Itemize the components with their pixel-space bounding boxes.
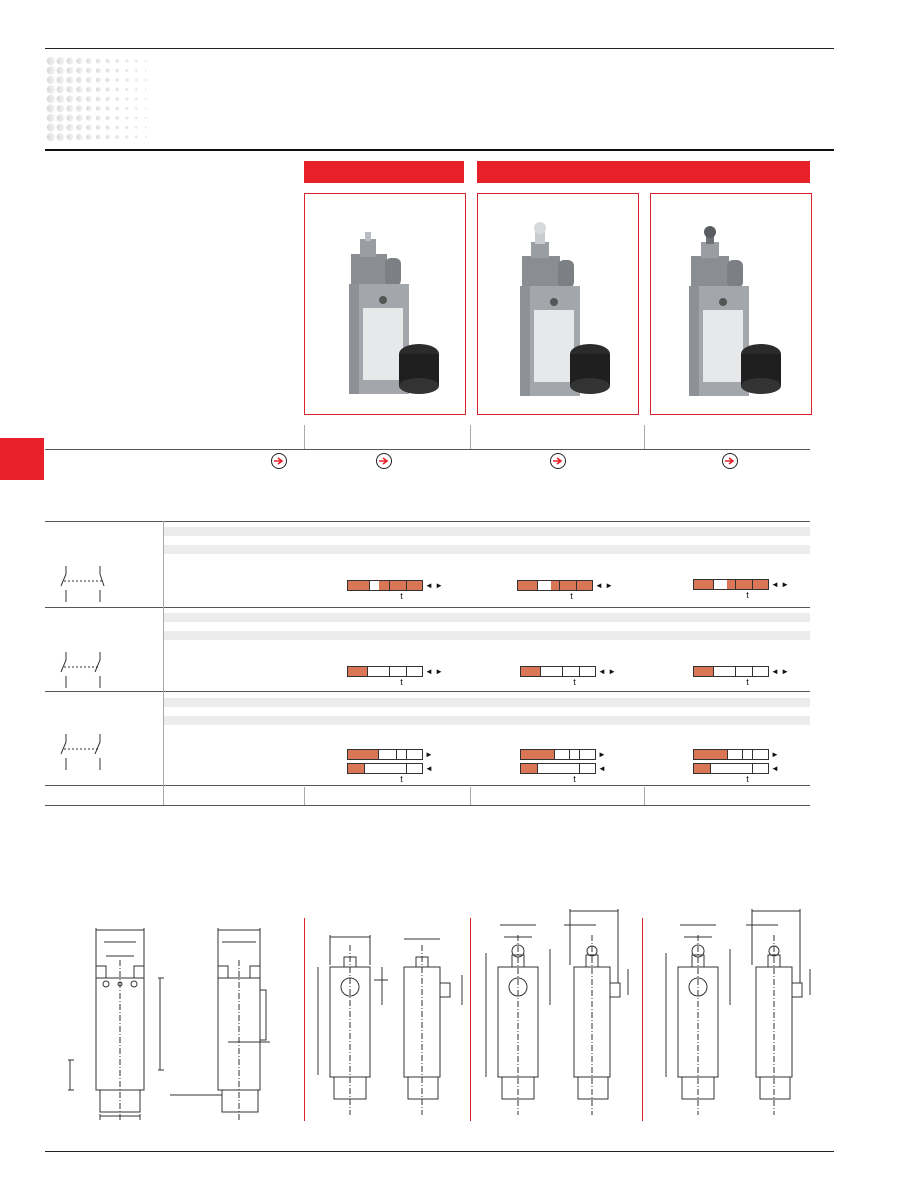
travel-tick <box>569 749 570 760</box>
header-dot <box>66 76 73 83</box>
header-dot <box>86 115 92 121</box>
header-dot <box>106 59 111 64</box>
travel-tick <box>559 580 560 591</box>
header-bottom-rule <box>45 149 834 151</box>
travel-label: t <box>746 677 749 687</box>
header-dot <box>106 68 111 73</box>
travel-fill <box>348 764 364 773</box>
header-dot <box>106 116 111 121</box>
header-dot <box>145 136 147 138</box>
product-photo-box <box>304 193 466 415</box>
header-dot <box>47 66 55 74</box>
header-dot <box>47 57 55 65</box>
travel-label: t <box>573 774 576 784</box>
header-dot <box>86 96 92 102</box>
travel-tick <box>752 666 753 677</box>
limit-switch-photo <box>651 194 811 414</box>
table-rule <box>45 521 810 522</box>
column-divider <box>163 521 164 805</box>
column-divider <box>470 425 471 449</box>
section-side-tab <box>0 438 44 480</box>
travel-arrow-icon: ◄ <box>425 764 433 773</box>
header-dot <box>125 126 128 129</box>
travel-bar <box>693 763 769 774</box>
travel-bar <box>347 749 423 760</box>
positive-opening-icon <box>722 453 738 469</box>
header-dot <box>116 88 120 92</box>
header-dot <box>57 105 65 113</box>
column-group-bar-1 <box>304 161 464 183</box>
dimension-drawing-roller <box>478 905 638 1125</box>
travel-tick <box>752 749 753 760</box>
dimension-drawing-plunger <box>312 925 467 1125</box>
header-dot <box>116 107 120 111</box>
limit-switch-photo <box>305 194 465 414</box>
column-divider <box>304 787 305 805</box>
drawing-divider <box>642 918 643 1121</box>
travel-tick <box>406 666 407 677</box>
header-dot <box>145 60 147 62</box>
travel-tick <box>364 763 365 774</box>
header-dot <box>96 115 101 120</box>
travel-tick <box>579 749 580 760</box>
header-dot <box>145 108 147 110</box>
travel-bar <box>347 666 423 677</box>
travel-fill <box>348 581 369 590</box>
positive-opening-icon <box>550 453 566 469</box>
travel-label: t <box>746 774 749 784</box>
header-dot <box>57 67 65 75</box>
header-dot <box>125 88 128 91</box>
travel-fill <box>348 750 378 759</box>
travel-arrow-icon: ◄ ► <box>595 581 614 590</box>
header-dot <box>66 57 73 64</box>
header-dot <box>57 95 65 103</box>
header-dot <box>106 87 111 92</box>
travel-arrow-icon: ► <box>425 750 433 759</box>
header-dot <box>57 86 65 94</box>
travel-tick <box>406 763 407 774</box>
travel-tick <box>537 763 538 774</box>
travel-tick <box>389 580 390 591</box>
travel-fill <box>727 580 768 589</box>
header-dot <box>66 124 73 131</box>
header-dot <box>76 77 82 83</box>
header-dot <box>96 125 101 130</box>
header-dot <box>66 95 73 102</box>
header-dot <box>57 76 65 84</box>
header-dot-pattern <box>46 56 150 142</box>
travel-fill <box>518 581 537 590</box>
header-dot <box>66 114 73 121</box>
header-dot <box>96 68 101 73</box>
header-dot <box>125 78 128 81</box>
travel-arrow-icon: ► <box>771 750 779 759</box>
travel-fill <box>521 667 540 676</box>
header-dot <box>76 58 82 64</box>
travel-tick <box>396 749 397 760</box>
table-rule <box>45 691 810 692</box>
header-dot <box>96 134 101 139</box>
header-dot <box>135 60 138 63</box>
contact-diagram-nc-no <box>58 564 108 604</box>
column-group-bar-2 <box>477 161 810 183</box>
header-dot <box>135 107 138 110</box>
travel-fill <box>694 764 710 773</box>
travel-tick <box>727 749 728 760</box>
product-photo-box <box>650 193 812 415</box>
travel-tick <box>406 749 407 760</box>
contact-diagram-nc-nc <box>58 650 108 690</box>
drawing-divider <box>304 918 305 1121</box>
header-dot <box>76 115 82 121</box>
travel-bar <box>520 666 596 677</box>
travel-tick <box>735 666 736 677</box>
header-dot <box>145 127 147 129</box>
header-dot <box>106 135 111 140</box>
table-band <box>163 613 810 622</box>
travel-bar <box>520 763 596 774</box>
header-dot <box>86 68 92 74</box>
travel-tick <box>579 763 580 774</box>
travel-tick <box>378 749 379 760</box>
travel-label: t <box>570 591 573 601</box>
travel-tick <box>406 580 407 591</box>
table-band <box>163 631 810 640</box>
dimension-drawing-base <box>60 920 295 1125</box>
header-dot <box>106 78 111 83</box>
table-band <box>163 716 810 725</box>
travel-arrow-icon: ◄ ► <box>425 581 444 590</box>
travel-tick <box>554 749 555 760</box>
travel-arrow-icon: ◄ ► <box>425 667 444 676</box>
header-dot <box>57 114 65 122</box>
positive-opening-icon <box>271 453 287 469</box>
header-dot <box>76 96 82 102</box>
header-dot <box>106 106 111 111</box>
table-rule <box>45 785 810 786</box>
header-dot <box>47 104 55 112</box>
travel-label: t <box>400 774 403 784</box>
header-dot <box>96 77 101 82</box>
header-dot <box>135 136 138 139</box>
header-dot <box>86 106 92 112</box>
travel-fill <box>694 750 727 759</box>
travel-tick <box>742 749 743 760</box>
header-dot <box>47 133 55 141</box>
header-dot <box>86 87 92 93</box>
header-dot <box>145 79 147 81</box>
header-dot <box>76 134 82 140</box>
travel-fill <box>551 581 592 590</box>
header-dot <box>125 107 128 110</box>
travel-tick <box>579 666 580 677</box>
travel-label: t <box>573 677 576 687</box>
travel-arrow-icon: ◄ <box>598 764 606 773</box>
column-divider <box>304 425 305 449</box>
travel-arrow-icon: ◄ ► <box>771 667 790 676</box>
travel-fill <box>694 580 713 589</box>
header-dot <box>125 116 128 119</box>
dimension-drawing-roller-small <box>650 905 815 1125</box>
header-dot <box>145 98 147 100</box>
table-band <box>163 527 810 536</box>
header-dot <box>86 134 92 140</box>
travel-arrow-icon: ◄ ► <box>771 580 790 589</box>
travel-bar <box>693 749 769 760</box>
travel-arrow-icon: ► <box>598 750 606 759</box>
travel-fill <box>348 667 367 676</box>
travel-label: t <box>746 590 749 600</box>
travel-tick <box>713 579 714 590</box>
table-rule <box>45 449 810 450</box>
travel-tick <box>752 763 753 774</box>
header-dot <box>66 105 73 112</box>
travel-fill <box>521 750 554 759</box>
header-dot <box>106 125 111 130</box>
header-dot <box>76 124 82 130</box>
travel-bar <box>693 666 769 677</box>
travel-bar <box>347 763 423 774</box>
travel-bar <box>520 749 596 760</box>
header-dot <box>135 117 138 120</box>
header-dot <box>96 87 101 92</box>
header-dot <box>96 58 101 63</box>
header-dot <box>116 78 120 82</box>
column-divider <box>470 787 471 805</box>
footer-rule <box>45 1151 834 1152</box>
header-dot <box>106 97 111 102</box>
travel-label: t <box>400 677 403 687</box>
header-dot <box>116 69 120 73</box>
header-dot <box>135 98 138 101</box>
travel-tick <box>389 666 390 677</box>
header-dot <box>47 76 55 84</box>
table-rule <box>45 607 810 608</box>
header-dot <box>76 105 82 111</box>
header-dot <box>96 106 101 111</box>
travel-tick <box>752 579 753 590</box>
header-dot <box>66 86 73 93</box>
column-divider <box>644 787 645 805</box>
header-dot <box>96 96 101 101</box>
header-dot <box>86 77 92 83</box>
travel-tick <box>710 763 711 774</box>
travel-bar <box>517 580 593 591</box>
travel-tick <box>713 666 714 677</box>
header-dot <box>116 116 120 120</box>
travel-tick <box>735 579 736 590</box>
column-divider <box>644 425 645 449</box>
header-dot <box>145 70 147 72</box>
travel-fill <box>694 667 713 676</box>
header-dot <box>57 57 65 65</box>
travel-tick <box>537 580 538 591</box>
drawing-divider <box>470 918 471 1121</box>
positive-opening-icon <box>376 453 392 469</box>
header-dot <box>47 114 55 122</box>
contact-diagram-nc-nc-slow <box>58 732 108 772</box>
travel-arrow-icon: ◄ ► <box>598 667 617 676</box>
travel-bar <box>347 580 423 591</box>
header-dot <box>135 69 138 72</box>
header-dot <box>135 126 138 129</box>
header-dot <box>135 88 138 91</box>
header-dot <box>116 135 120 139</box>
header-dot <box>145 89 147 91</box>
travel-tick <box>540 666 541 677</box>
travel-tick <box>562 666 563 677</box>
header-dot <box>145 117 147 119</box>
travel-fill <box>379 581 422 590</box>
travel-arrow-icon: ◄ <box>771 764 779 773</box>
header-dot <box>47 95 55 103</box>
travel-label: t <box>400 591 403 601</box>
header-dot <box>125 97 128 100</box>
header-dot <box>116 97 120 101</box>
table-rule <box>45 805 810 806</box>
table-band <box>163 698 810 707</box>
travel-tick <box>369 580 370 591</box>
header-dot <box>47 85 55 93</box>
header-dot <box>86 58 92 64</box>
header-dot <box>57 124 65 132</box>
table-band <box>163 545 810 554</box>
limit-switch-photo <box>478 194 638 414</box>
header-top-rule <box>45 48 834 49</box>
header-dot <box>125 69 128 72</box>
product-photo-box <box>477 193 639 415</box>
travel-tick <box>367 666 368 677</box>
header-dot <box>66 133 73 140</box>
header-dot <box>116 126 120 130</box>
travel-tick <box>576 580 577 591</box>
travel-bar <box>693 579 769 590</box>
header-dot <box>116 59 120 63</box>
header-dot <box>135 79 138 82</box>
header-dot <box>47 123 55 131</box>
header-dot <box>76 86 82 92</box>
header-dot <box>57 133 65 141</box>
header-dot <box>66 67 73 74</box>
header-dot <box>125 135 128 138</box>
travel-fill <box>521 764 537 773</box>
header-dot <box>125 59 128 62</box>
header-dot <box>86 125 92 131</box>
header-dot <box>76 67 82 73</box>
